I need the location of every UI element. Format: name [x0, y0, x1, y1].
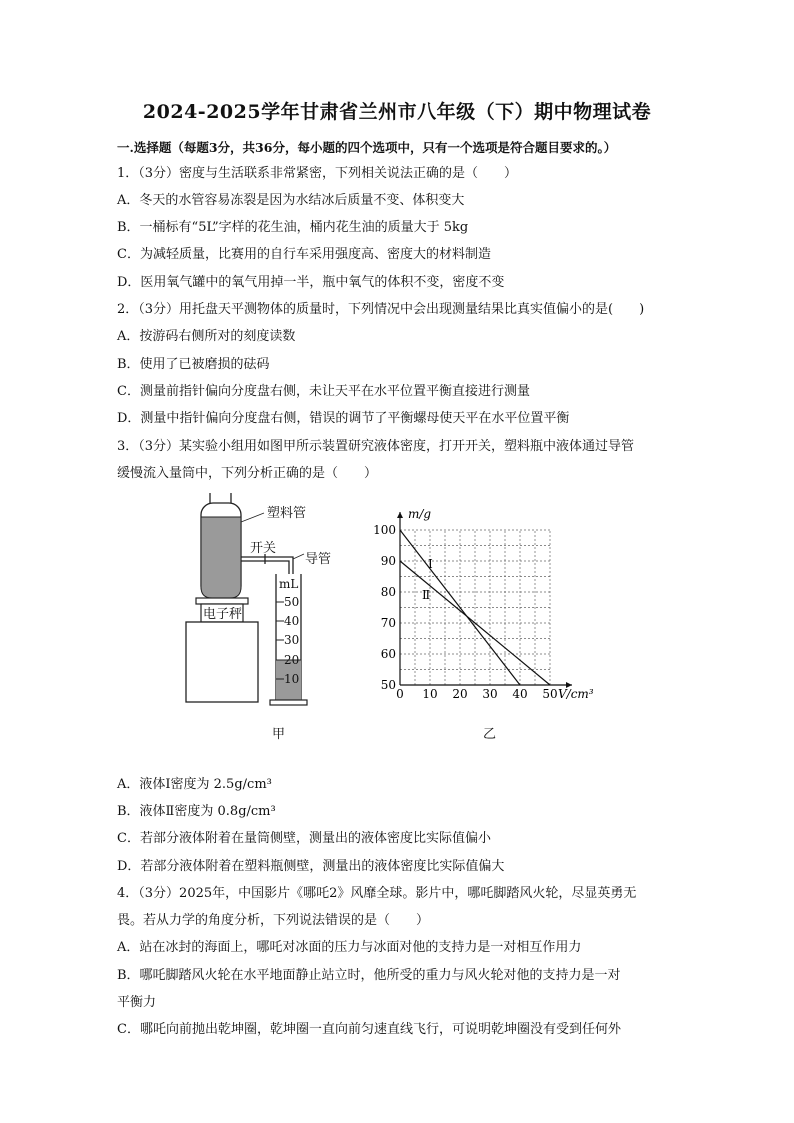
q3-stem-line1: 3．（3分）某实验小组用如图甲所示装置研究液体密度，打开开关，塑料瓶中液体通过导管	[117, 439, 635, 454]
q1-option-b: B．一桶标有“5L”字样的花生油，桶内花生油的质量大于 5kg	[117, 220, 469, 235]
x-tick-label: 0	[396, 687, 404, 701]
q3-stem-line2: 缓慢流入量筒中，下列分析正确的是（ ）	[117, 466, 378, 481]
x-tick-label: 30	[482, 687, 498, 701]
y-tick-label: 100	[373, 523, 396, 537]
q4-stem-line1: 4．（3分）2025年，中国影片《哪吒2》风靡全球。影片中，哪吒脚踏风火轮，尽显英勇无	[117, 886, 637, 901]
q2-stem: 2．（3分）用托盘天平测物体的质量时，下列情况中会出现测量结果比真实值偏小的是( )	[117, 302, 645, 317]
q1-option-d: D．医用氧气罐中的氧气用掉一半，瓶中氧气的体积不变，密度不变	[117, 275, 505, 290]
q3-option-a: A．液体Ⅰ密度为 2.5g/cm³	[117, 777, 272, 792]
cylinder-tick: 30	[284, 633, 300, 647]
label-scale: 电子秤	[203, 607, 243, 622]
series-label: Ⅰ	[428, 557, 433, 571]
q4-stem-line2: 畏。若从力学的角度分析，下列说法错误的是（ ）	[117, 913, 430, 928]
y-tick-label: 50	[380, 678, 396, 692]
page-title: 2024-2025学年甘肃省兰州市八年级（下）期中物理试卷	[142, 101, 652, 123]
series-label: Ⅱ	[422, 588, 431, 602]
figure-jia-caption: 甲	[272, 727, 286, 742]
q4-option-b-line1: B．哪吒脚踏风火轮在水平地面静止站立时，他所受的重力与风火轮对他的支持力是一对	[117, 968, 621, 983]
y-axis-label: m/g	[408, 507, 432, 521]
q2-option-b: B．使用了已被磨损的砝码	[117, 357, 270, 372]
q2-option-d: D．测量中指针偏向分度盘右侧，错误的调节了平衡螺母使天平在水平位置平衡	[117, 411, 570, 426]
y-tick-label: 90	[380, 554, 396, 568]
q1-option-c: C．为减轻质量，比赛用的自行车采用强度高、密度大的材料制造	[117, 247, 491, 262]
q2-option-a: A．按游码右侧所对的刻度读数	[117, 329, 296, 344]
x-tick-label: 40	[512, 687, 528, 701]
label-plastic-bottle: 塑料管	[267, 506, 307, 521]
figure-yi-chart	[360, 496, 620, 711]
cylinder-tick: 50	[284, 595, 300, 609]
q3-option-d: D．若部分液体附着在塑料瓶侧壁，测量出的液体密度比实际值偏大	[117, 859, 505, 874]
cylinder-tick: 20	[284, 653, 300, 667]
q2-option-c: C．测量前指针偏向分度盘右侧，未让天平在水平位置平衡直接进行测量	[117, 384, 530, 399]
cylinder-tick: 40	[284, 614, 300, 628]
q1-option-a: A．冬天的水管容易冻裂是因为水结冰后质量不变、体积变大	[117, 193, 465, 208]
cylinder-tick: 10	[284, 672, 300, 686]
x-axis-label: V/cm³	[558, 687, 594, 701]
q1-stem: 1．（3分）密度与生活联系非常紧密，下列相关说法正确的是（ ）	[117, 166, 518, 181]
label-tube: 导管	[305, 552, 332, 567]
x-tick-label: 20	[452, 687, 468, 701]
x-tick-label: 10	[422, 687, 438, 701]
q4-option-c: C．哪吒向前抛出乾坤圈，乾坤圈一直向前匀速直线飞行，可说明乾坤圈没有受到任何外	[117, 1022, 621, 1037]
y-axis-arrow	[397, 512, 403, 518]
y-tick-label: 70	[380, 616, 396, 630]
label-switch: 开关	[250, 541, 277, 556]
x-tick-label: 50	[542, 687, 558, 701]
cylinder-unit: mL	[279, 577, 299, 591]
q4-option-a: A．站在冰封的海面上，哪吒对冰面的压力与冰面对他的支持力是一对相互作用力	[117, 940, 582, 955]
y-tick-label: 60	[380, 647, 396, 661]
q3-option-c: C．若部分液体附着在量筒侧壁，测量出的液体密度比实际值偏小	[117, 831, 491, 846]
q3-option-b: B．液体Ⅱ密度为 0.8g/cm³	[117, 804, 276, 819]
section-heading: 一.选择题（每题3分，共36分，每小题的四个选项中，只有一个选项是符合题目要求的。）	[117, 140, 617, 155]
q4-option-b-line2: 平衡力	[117, 995, 157, 1010]
figure-yi-caption: 乙	[483, 727, 497, 742]
y-tick-label: 80	[380, 585, 396, 599]
